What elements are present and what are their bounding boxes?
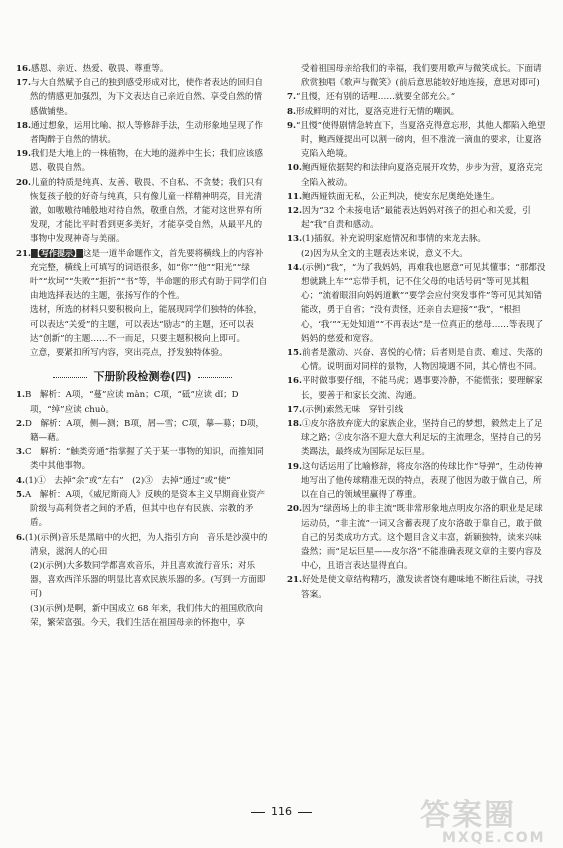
answer-text: (示例)索然无味 穿针引线 bbox=[301, 404, 404, 415]
answer-item bbox=[16, 417, 269, 445]
answer-item bbox=[16, 62, 269, 76]
answer-item bbox=[287, 261, 550, 346]
answer-item bbox=[287, 502, 550, 573]
answer-text: 儿童的特质是纯真、友善、敬畏、不自私、不贪婪；我们只有恢复孩子般的好奇与纯真，只有像儿童一样精神明亮，目光清澈，如嗷嗷待哺般地对待自然，敬重自然，才能对这世界有所发现，才能比平时看到更多美好，才能享受自然，从最平凡的事物中发现神奇与美丽。 bbox=[30, 177, 263, 245]
answer-text: (2)(示例)大多数同学都喜欢音乐，并且喜欢流行音乐；对乐器，喜欢西洋乐器的明显比喜欢民族乐器的多。(写到一方面即可) bbox=[30, 560, 266, 600]
answer-item bbox=[287, 90, 550, 104]
answer-number: 10. bbox=[287, 163, 302, 174]
answer-text: 形成鲜明的对比，夏洛克进行无情的嘲讽。 bbox=[295, 106, 460, 117]
answer-number: 21. bbox=[16, 248, 31, 259]
answer-item bbox=[16, 247, 269, 304]
answer-number: 21. bbox=[287, 575, 302, 586]
answer-text: 鲍西娅铁面无私，公正判决，使安东尼奥绝处逢生。 bbox=[301, 191, 500, 202]
answer-text: A 解析：A项，《威尼斯商人》反映的是资本主义早期商业资产阶级与高利贷者之间的矛盾，但其中也存有民族、宗教的矛盾。 bbox=[24, 489, 266, 529]
answer-number: 14. bbox=[287, 262, 302, 273]
answer-text: ①皮尔洛放弃庞大的家族企业，坚持自己的梦想，毅然走上了足球之路；②皮尔洛不迎大意大利足坛的主流理念，坚持自己的另类踢法，最终成为国际足坛巨星。 bbox=[301, 419, 543, 458]
answer-item bbox=[16, 559, 269, 602]
answer-item bbox=[16, 303, 269, 346]
answer-number: 13. bbox=[287, 234, 302, 245]
answer-text: 受着祖国母亲给我们的幸福，我们要用歌声与微笑成长。下面请欣赏独唱《歌声与微笑》(前后意思能较好地连接，意思对即可) bbox=[301, 64, 542, 89]
answer-text: (1)① 去掉“余”或“左右” (2)③ 去掉“通过”或“使” bbox=[24, 475, 231, 486]
answer-item bbox=[16, 531, 269, 559]
answer-text: 选材，所选的材料只要积极向上，能展现同学们独特的体验，可以表达“关爱”的主题，可以表达“励志”的主题，还可以表达“创新”的主题……不一而足，只要主题积极向上即可。 bbox=[30, 305, 263, 344]
answer-text: (3)(示例)是啊，新中国成立 68 年来，我们伟大的祖国欣欣向荣，繁荣富强。今天，我们生活在祖国母亲的怀抱中，享 bbox=[30, 603, 263, 628]
answer-text: 因为“32 个未接电话”最能表达妈妈对孩子的担心和关爱，引起“我”自责和感动。 bbox=[301, 206, 531, 231]
answer-item bbox=[287, 204, 550, 232]
answer-item bbox=[287, 346, 550, 374]
answer-text: (2)因为从全文的主题表达来说，意义不大。 bbox=[301, 248, 468, 259]
answer-item bbox=[287, 417, 550, 460]
answer-text: “且慢，还有别的话哩……就要全部充公。” bbox=[295, 92, 456, 103]
watermark-text-site: MXQE.COM bbox=[442, 830, 546, 846]
left-column bbox=[16, 62, 269, 630]
answer-text: 前者是激动、兴奋、喜悦的心情；后者则是自责、难过、失落的心情。说明面对同样的景物，人物因境遇不同，其心情也不同。 bbox=[301, 348, 543, 373]
answer-number: 8. bbox=[287, 106, 296, 117]
answer-number: 16. bbox=[287, 376, 302, 387]
answer-text: 立意，要紧扣所写内容，突出亮点，抒发独特体验。 bbox=[30, 348, 228, 359]
right-column bbox=[287, 62, 550, 602]
answer-item bbox=[16, 488, 269, 531]
answer-number: 1. bbox=[16, 390, 25, 401]
answer-number: 19. bbox=[16, 149, 31, 160]
answer-number: 17. bbox=[16, 78, 31, 89]
answer-item bbox=[287, 119, 550, 162]
answer-number: 3. bbox=[16, 447, 25, 458]
answer-number: 9. bbox=[287, 120, 296, 131]
writing-tip-tag: 【写作提示】 bbox=[32, 248, 81, 258]
answer-number: 4. bbox=[16, 475, 25, 486]
footer-dash-right bbox=[298, 812, 312, 813]
answer-number: 12. bbox=[287, 206, 302, 217]
answer-text: D 解析：A项，侧—测；B项，屑—雪；C项，摹—募；D项，籍—藉。 bbox=[24, 418, 265, 444]
answer-item bbox=[287, 403, 550, 417]
section-title: 下册阶段检测卷(四) bbox=[16, 370, 269, 384]
answer-text: 与大自然赋予自己的独到感受形成对比，使作者表达的回归自然的情感更加强烈，为下文表达自己亲近自然、享受自然的情感做铺垫。 bbox=[30, 78, 263, 117]
answer-text: (示例)“我”，“为了我妈妈，再难我也愿意”可见其懂事；“那都没想就跳上车”“忘带手机，记不住父母的电话号码”等可见其粗心；“流着眼泪向妈妈道歉”“要学会应付突发事件”等可见其知错能改，勇于自省；“没有责怪，还亲自去迎接”“我”，“根担心，‘我’”“无处知道”“不再表达”是一位真正的慈母……等表现了妈妈的慈爱和宽容。 bbox=[301, 262, 546, 344]
answer-item bbox=[287, 573, 550, 601]
answer-item bbox=[16, 388, 269, 416]
answer-text: “且慢”使得剧情急转直下，当夏洛克得意忘形，其他人都陷入绝望时，鲍西娅提出可以割一磅肉，但不准流一滴血的要求，让夏洛克陷入绝境。 bbox=[295, 120, 546, 160]
answer-number: 2. bbox=[16, 418, 25, 429]
answer-item bbox=[16, 176, 269, 247]
answer-item bbox=[287, 232, 550, 246]
answer-item bbox=[16, 445, 269, 473]
answer-text: 因为“绿茵场上的非主流”既非常形象地点明皮尔洛的职业是足球运动员，“非主流”一词又含蓄表现了皮尔洛敢于靠自己，敢于做自己的另类成功方式。这个题目含义丰富，新颖独特，读来兴味盎然；而“足坛巨星——皮尔洛”不能准确表现文章的主要内容及中心，且语言表达显得直白。 bbox=[301, 504, 543, 572]
answer-item bbox=[16, 602, 269, 630]
answer-number: 5. bbox=[16, 489, 25, 500]
answer-item bbox=[287, 460, 550, 503]
answer-text: B 解析：A项，“蔓”应读 màn；C项，“砥”应读 dǐ；D项，“绰”应读 chuò。 bbox=[24, 390, 239, 415]
answer-text: 平时做事要仔细，不能马虎；遇事要冷静，不能慌张；要理解家长，要善于和家长交流、沟通。 bbox=[301, 376, 543, 401]
answer-item bbox=[287, 105, 550, 119]
answer-text: 好处是使文章结构精巧，激发读者饶有趣味地不断往后读，寻找答案。 bbox=[301, 575, 543, 600]
answer-number: 20. bbox=[287, 504, 302, 515]
answer-number: 20. bbox=[16, 177, 31, 188]
answer-text: (1)(示例)音乐是黑暗中的火把，为人指引方向 音乐是沙漠中的清泉，滋润人的心田 bbox=[24, 532, 268, 557]
answer-item bbox=[16, 76, 269, 119]
answer-item bbox=[16, 147, 269, 175]
answer-item bbox=[287, 161, 550, 189]
answer-text: 通过想象，运用比喻、拟人等修辞手法，生动形象地呈现了作者陶醉于自然的情状。 bbox=[30, 120, 263, 146]
watermark-logo bbox=[420, 790, 555, 845]
answer-number: 7. bbox=[287, 92, 296, 103]
answer-item bbox=[16, 474, 269, 488]
footer-dash-left bbox=[251, 812, 265, 813]
answer-item bbox=[16, 119, 269, 147]
answer-item bbox=[287, 374, 550, 402]
watermark-text-main: 答案圈 bbox=[420, 798, 516, 833]
answer-text: 鲍西娅依据契约和法律向夏洛克展开攻势，步步为营，夏洛克完全陷入被动。 bbox=[301, 163, 543, 188]
answer-number: 18. bbox=[287, 419, 302, 430]
answer-number: 16. bbox=[16, 64, 31, 74]
page-number: 116 bbox=[271, 805, 292, 818]
answer-item bbox=[287, 247, 550, 261]
answer-number: 6. bbox=[16, 532, 25, 543]
answer-text: 这是一道半命题作文，首先要将横线上的内容补充完整，横线上可填写的词语很多，如“你”“他”“阳光”“绿叶”“坎坷”“失败”“拒折”“书”等，半命题的形式有助于同学们自由地选择表达的主题，张扬写作的个性。 bbox=[30, 248, 268, 302]
answer-text: 感恩、亲近、热爱、敬畏、尊重等。 bbox=[30, 64, 169, 74]
answer-number: 18. bbox=[16, 120, 31, 131]
answer-text: C 解析：“触类旁通”指掌握了关于某一事物的知识，而推知同类中其他事物。 bbox=[24, 447, 264, 472]
answer-text: (1)插叙。补充说明家庭情况和事情的来龙去脉。 bbox=[301, 234, 487, 245]
answer-item bbox=[287, 62, 550, 90]
answer-number: 15. bbox=[287, 348, 302, 359]
answer-number: 17. bbox=[287, 404, 302, 415]
answer-item bbox=[16, 346, 269, 360]
answer-number: 11. bbox=[287, 191, 302, 202]
answer-item bbox=[287, 190, 550, 204]
answer-number: 19. bbox=[287, 461, 302, 472]
answer-text: 这句话运用了比喻修辞，将皮尔洛的传球比作“导弹”，生动传神地写出了他传球精准无误的特点，表现了他因为敢于做自己，所以在自己的领域里赢得了尊重。 bbox=[301, 461, 543, 501]
answer-text: 我们是大地上的一株植物，在大地的滋养中生长；我们应该感恩、敬畏自然。 bbox=[30, 149, 263, 174]
